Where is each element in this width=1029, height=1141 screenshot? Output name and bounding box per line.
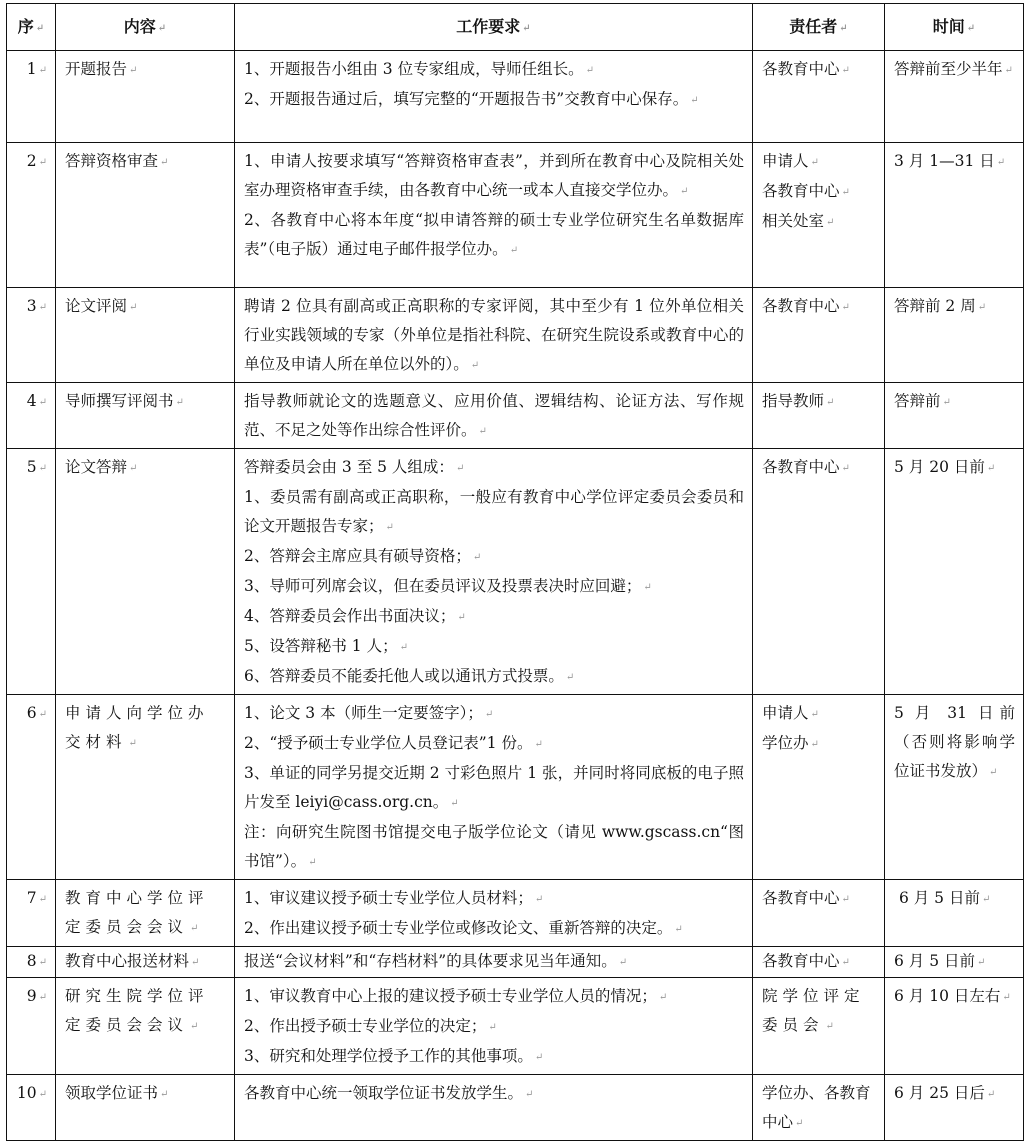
paragraph-mark-icon: ↵: [966, 22, 976, 34]
header-owner: 责任者 ↵: [753, 4, 885, 51]
paragraph-mark-icon: ↵: [38, 463, 47, 474]
owner-line: 相关处室 ↵: [762, 212, 835, 230]
cell-item: 论文评阅 ↵: [56, 288, 235, 383]
table-row: [7, 695, 1024, 880]
owner-line: 学位办 ↵: [762, 734, 819, 752]
requirement-line: 2、各教育中心将本年度“拟申请答辩的硕士专业学位研究生名单数据库表”（电子版）通过电子邮件报学位办。 ↵: [244, 211, 744, 258]
paragraph-mark-icon: ↵: [38, 957, 47, 968]
cell-item: 开题报告 ↵: [56, 51, 235, 143]
owner-line: 院学位评定委员会 ↵: [762, 987, 865, 1034]
cell-item: 领取学位证书 ↵: [56, 1075, 235, 1141]
owner-line: 各教育中心 ↵: [762, 297, 850, 315]
requirement-line: 3、导师可列席会议，但在委员评议及投票表决时应回避； ↵: [244, 577, 652, 595]
paragraph-mark-icon: ↵: [38, 709, 47, 720]
table-row: [7, 288, 1024, 383]
requirement-line: 2、作出授予硕士专业学位的决定； ↵: [244, 1017, 497, 1035]
cell-time: 6 月 25 日后 ↵: [885, 1075, 1024, 1141]
paragraph-mark-icon: ↵: [129, 302, 138, 313]
table-row: [7, 947, 1024, 978]
paragraph-mark-icon: ↵: [190, 923, 204, 934]
cell-requirements: [235, 1075, 753, 1141]
requirement-line: 1、审议教育中心上报的建议授予硕士专业学位人员的情况； ↵: [244, 987, 668, 1005]
owner-line: 学位办、各教育中心 ↵: [762, 1084, 871, 1131]
paragraph-mark-icon: ↵: [157, 22, 167, 34]
table-row: [7, 1075, 1024, 1141]
owner-line: 各教育中心 ↵: [762, 952, 850, 970]
requirement-line: 1、论文 3 本（师生一定要签字）； ↵: [244, 704, 494, 722]
paragraph-mark-icon: ↵: [160, 1089, 169, 1100]
requirement-line: 报送“会议材料”和“存档材料”的具体要求见当年通知。 ↵: [244, 952, 628, 970]
paragraph-mark-icon: ↵: [160, 157, 169, 168]
cell-no: 8 ↵: [7, 947, 56, 978]
paragraph-mark-icon: ↵: [38, 157, 47, 168]
cell-no: 3 ↵: [7, 288, 56, 383]
cell-time: 6 月 5 日前 ↵: [885, 880, 1024, 947]
cell-owner: [753, 51, 885, 143]
cell-owner: [753, 978, 885, 1075]
cell-time: 6 月 5 日前 ↵: [885, 947, 1024, 978]
cell-item: 导师撰写评阅书 ↵: [56, 383, 235, 449]
requirement-line: 2、答辩会主席应具有硕导资格； ↵: [244, 547, 482, 565]
cell-item: 教育中心学位评定委员会会议 ↵: [56, 880, 235, 947]
cell-time: 6 月 10 日左右 ↵: [885, 978, 1024, 1075]
table-row: [7, 383, 1024, 449]
paragraph-mark-icon: ↵: [38, 397, 47, 408]
degree-schedule-table: [6, 3, 1024, 1141]
paragraph-mark-icon: ↵: [190, 1021, 204, 1032]
requirement-line: 各教育中心统一领取学位证书发放学生。 ↵: [244, 1084, 534, 1102]
requirement-line: 1、开题报告小组由 3 位专家组成，导师任组长。 ↵: [244, 60, 594, 78]
requirement-line: 聘请 2 位具有副高或正高职称的专家评阅，其中至少有 1 位外单位相关行业实践领域的专家（外单位是指社科院、在研究生院设系或教育中心的单位及申请人所在单位以外的）。 ↵: [244, 297, 744, 373]
requirement-line: 2、“授予硕士专业学位人员登记表”1 份。 ↵: [244, 734, 543, 752]
cell-requirements: [235, 978, 753, 1075]
cell-no: 2 ↵: [7, 143, 56, 288]
cell-requirements: [235, 449, 753, 695]
paragraph-mark-icon: ↵: [129, 463, 138, 474]
requirement-line: 6、答辩委员不能委托他人或以通讯方式投票。 ↵: [244, 667, 575, 685]
cell-requirements: [235, 947, 753, 978]
cell-item: 论文答辩 ↵: [56, 449, 235, 695]
paragraph-mark-icon: ↵: [38, 992, 47, 1003]
owner-line: 各教育中心 ↵: [762, 182, 850, 200]
paragraph-mark-icon: ↵: [129, 65, 138, 76]
requirement-line: 指导教师就论文的选题意义、应用价值、逻辑结构、论证方法、写作规范、不足之处等作出综合性评价。 ↵: [244, 392, 744, 439]
cell-owner: [753, 383, 885, 449]
table-row: [7, 449, 1024, 695]
paragraph-mark-icon: ↵: [38, 894, 47, 905]
header-requirements: 工作要求 ↵: [235, 4, 753, 51]
requirement-line: 答辩委员会由 3 至 5 人组成： ↵: [244, 458, 465, 476]
cell-requirements: [235, 51, 753, 143]
requirement-line: 2、作出建议授予硕士专业学位或修改论文、重新答辩的决定。 ↵: [244, 919, 683, 937]
cell-no: 1 ↵: [7, 51, 56, 143]
cell-no: 5 ↵: [7, 449, 56, 695]
requirement-line: 4、答辩委员会作出书面决议； ↵: [244, 607, 466, 625]
table-row: [7, 880, 1024, 947]
paragraph-mark-icon: ↵: [839, 22, 848, 34]
paragraph-mark-icon: ↵: [128, 738, 142, 749]
table-row: [7, 978, 1024, 1075]
requirement-note: 注：向研究生院图书馆提交电子版学位论文（请见 www.gscass.cn“图书馆”）。 ↵: [244, 823, 744, 870]
paragraph-mark-icon: ↵: [35, 22, 45, 34]
requirement-line: 1、委员需有副高或正高职称，一般应有教育中心学位评定委员会委员和论文开题报告专家； ↵: [244, 488, 744, 535]
table-row: [7, 51, 1024, 143]
owner-line: 各教育中心 ↵: [762, 60, 850, 78]
table-row: [7, 143, 1024, 288]
cell-no: 9 ↵: [7, 978, 56, 1075]
requirement-line: 5、设答辩秘书 1 人； ↵: [244, 637, 408, 655]
cell-item: 答辩资格审查 ↵: [56, 143, 235, 288]
owner-line: 申请人 ↵: [762, 152, 819, 170]
cell-item: 申请人向学位办交材料 ↵: [56, 695, 235, 880]
owner-line: 各教育中心 ↵: [762, 458, 850, 476]
cell-owner: [753, 1075, 885, 1141]
cell-requirements: [235, 288, 753, 383]
requirement-line: 1、申请人按要求填写“答辩资格审查表”，并到所在教育中心及院相关处室办理资格审查手续，由各教育中心统一或本人直接交学位办。 ↵: [244, 152, 744, 199]
cell-time: 5 月 31 日前（否则将影响学位证书发放） ↵: [885, 695, 1024, 880]
cell-requirements: [235, 880, 753, 947]
cell-item: 研究生院学位评定委员会会议 ↵: [56, 978, 235, 1075]
cell-owner: [753, 449, 885, 695]
cell-no: 7 ↵: [7, 880, 56, 947]
cell-item: 教育中心报送材料 ↵: [56, 947, 235, 978]
cell-requirements: [235, 143, 753, 288]
cell-requirements: [235, 383, 753, 449]
header-item: 内容 ↵: [56, 4, 235, 51]
cell-owner: [753, 695, 885, 880]
cell-no: 6 ↵: [7, 695, 56, 880]
cell-time: 答辩前 2 周 ↵: [885, 288, 1024, 383]
cell-no: 4 ↵: [7, 383, 56, 449]
header-no: 序 ↵: [7, 4, 56, 51]
cell-owner: [753, 880, 885, 947]
paragraph-mark-icon: ↵: [522, 22, 531, 34]
paragraph-mark-icon: ↵: [38, 302, 47, 313]
table-header-row: [7, 4, 1024, 51]
owner-line: 指导教师 ↵: [762, 392, 835, 410]
cell-owner: [753, 947, 885, 978]
cell-time: 答辩前 ↵: [885, 383, 1024, 449]
owner-line: 各教育中心 ↵: [762, 889, 850, 907]
paragraph-mark-icon: ↵: [38, 1089, 47, 1100]
paragraph-mark-icon: ↵: [191, 957, 200, 968]
owner-line: 申请人 ↵: [762, 704, 819, 722]
cell-requirements: [235, 695, 753, 880]
paragraph-mark-icon: ↵: [175, 397, 184, 408]
requirement-line: 1、审议建议授予硕士专业学位人员材料； ↵: [244, 889, 544, 907]
requirement-line: 3、单证的同学另提交近期 2 寸彩色照片 1 张，并同时将同底板的电子照片发至 leiyi@cass.org.cn。 ↵: [244, 764, 744, 811]
cell-owner: [753, 143, 885, 288]
cell-time: 5 月 20 日前 ↵: [885, 449, 1024, 695]
cell-no: 10 ↵: [7, 1075, 56, 1141]
requirement-line: 2、开题报告通过后，填写完整的“开题报告书”交教育中心保存。 ↵: [244, 90, 699, 108]
cell-time: 答辩前至少半年 ↵: [885, 51, 1024, 143]
paragraph-mark-icon: ↵: [38, 65, 47, 76]
header-time: 时间 ↵: [885, 4, 1024, 51]
cell-owner: [753, 288, 885, 383]
requirement-line: 3、研究和处理学位授予工作的其他事项。 ↵: [244, 1047, 544, 1065]
cell-time: 3 月 1—31 日 ↵: [885, 143, 1024, 288]
